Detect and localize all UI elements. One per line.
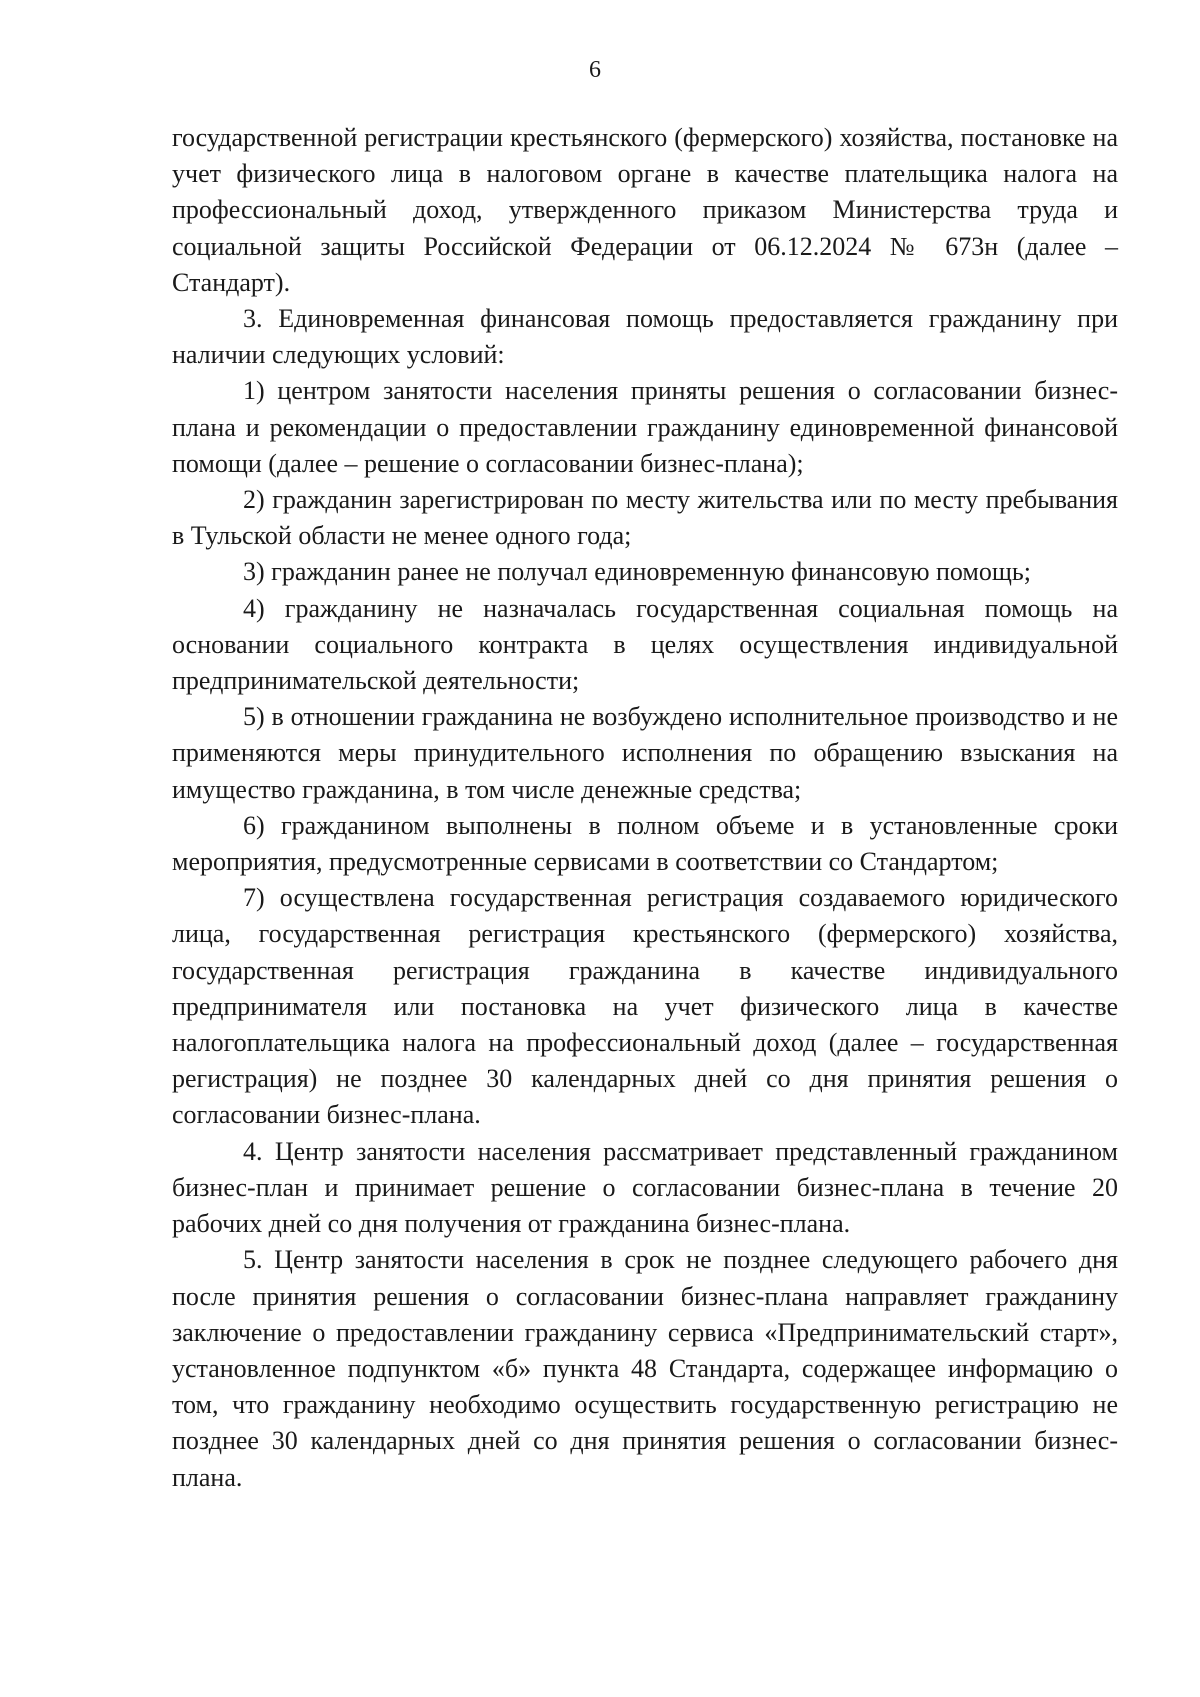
- paragraph-item-4: 4. Центр занятости населения рассматривает представленный гражданином бизнес-план и принимает решение о согласовании бизнес-плана в течение 20 рабочих дней со дня получения от гражданина бизнес-плана.: [172, 1136, 1118, 1239]
- paragraph-condition-4: 4) гражданину не назначалась государственная социальная помощь на основании социального контракта в целях осуществления индивидуальной предпринимательской деятельности;: [172, 593, 1118, 696]
- paragraph-condition-7: 7) осуществлена государственная регистрация создаваемого юридического лица, государственная регистрация крестьянского (фермерского) хозяйства, государственная регистрация гражданина в качестве индивидуального предпринимателя или постановка на учет физического лица в качестве налогоплательщика налога на профессиональный доход (далее – государственная регистрация) не позднее 30 календарных дней со дня принятия решения о согласовании бизнес-плана.: [172, 883, 1118, 1130]
- paragraph-item-3: 3. Единовременная финансовая помощь предоставляется гражданину при наличии следующих условий:: [172, 304, 1118, 370]
- paragraph-condition-3: 3) гражданин ранее не получал единовременную финансовую помощь;: [243, 557, 1031, 587]
- paragraph-condition-2: 2) гражданин зарегистрирован по месту жительства или по месту пребывания в Тульской области не менее одного года;: [172, 485, 1118, 551]
- document-body: [172, 120, 1118, 1496]
- paragraph-item-5: 5. Центр занятости населения в срок не позднее следующего рабочего дня после принятия решения о согласовании бизнес-плана направляет гражданину заключение о предоставлении гражданину сервиса «Предпринимательский старт», установленное подпунктом «б» пункта 48 Стандарта, содержащее информацию о том, что гражданину необходимо осуществить государственную регистрацию не позднее 30 календарных дней со дня принятия решения о согласовании бизнес-плана.: [172, 1245, 1118, 1492]
- page-number: 6: [589, 57, 601, 83]
- paragraph-condition-5: 5) в отношении гражданина не возбуждено исполнительное производство и не применяются меры принудительного исполнения по обращению взыскания на имущество гражданина, в том числе денежные средства;: [172, 702, 1118, 804]
- paragraph-condition-6: 6) гражданином выполнены в полном объеме и в установленные сроки мероприятия, предусмотренные сервисами в соответствии со Стандартом;: [172, 810, 1118, 877]
- paragraph-condition-1: 1) центром занятости населения приняты решения о согласовании бизнес-плана и рекомендации о предоставлении гражданину единовременной финансовой помощи (далее – решение о согласовании бизнес-плана);: [172, 376, 1118, 478]
- paragraph-continuation: государственной регистрации крестьянского (фермерского) хозяйства, постановке на учет физического лица в налоговом органе в качестве плательщика налога на профессиональный доход, утвержденного приказом Министерства труда и социальной защиты Российской Федерации от 06.12.2024 № 673н (далее – Стандарт).: [172, 123, 1118, 297]
